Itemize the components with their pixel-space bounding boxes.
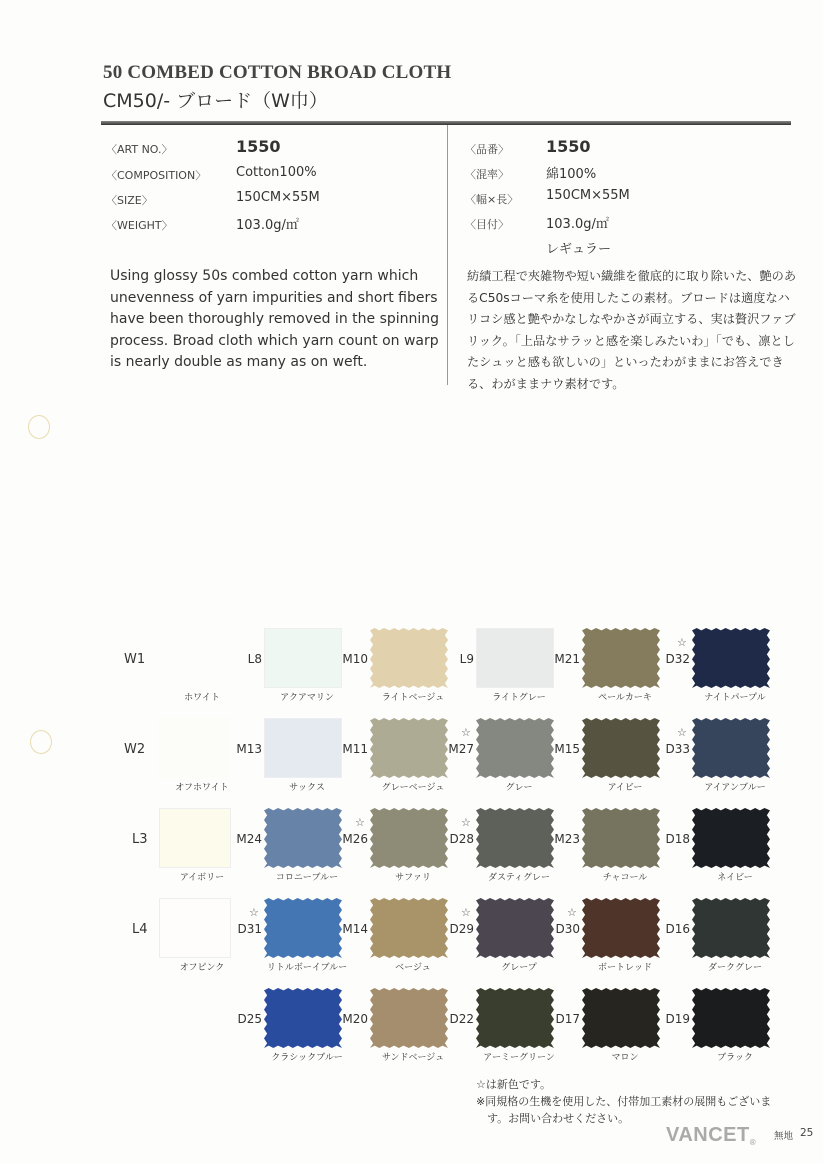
spec-value-haba-naga: 150CM×55M (546, 188, 630, 203)
swatch-code: W2 (124, 742, 146, 757)
footnote-inquiry: す。お問い合わせください。 (476, 1112, 630, 1125)
spec-label-composition: 〈COMPOSITION〉 (106, 169, 207, 182)
swatch-name: コロニーブルー (275, 873, 339, 883)
registered-mark: ® (749, 1138, 757, 1147)
swatch-name: アーミーグリーン (483, 1053, 555, 1063)
spec-label-weight: 〈WEIGHT〉 (106, 219, 173, 232)
swatch-code: L4 (132, 922, 148, 937)
footnote-processing: ※同規格の生機を使用した、付帯加工素材の展開もございま (476, 1095, 772, 1108)
brand-name: VANCET (666, 1124, 750, 1146)
new-color-star-icon: ☆ (461, 726, 471, 739)
swatch-code: M27 (448, 742, 474, 756)
new-color-star-icon: ☆ (567, 906, 577, 919)
new-color-star-icon: ☆ (355, 816, 365, 829)
swatch-code: D32 (665, 652, 690, 666)
description-english: Using glossy 50s combed cotton yarn which unevenness of yarn impurities and short fibers have been thoroughly removed in the spinning process. Broad cloth which yarn count on warp is nearly double as many as on weft. (110, 268, 440, 370)
swatch-name: グレー (505, 783, 533, 793)
swatch-name: サックス (289, 783, 325, 793)
swatch-code: M21 (554, 652, 580, 666)
swatch-name: オフピンク (179, 963, 225, 973)
spec-value-regular: レギュラー (546, 242, 612, 257)
swatch-code: D30 (555, 922, 580, 936)
swatch-name: オフホワイト (175, 783, 229, 793)
swatch-d16 (692, 898, 770, 958)
swatch-code: M23 (554, 832, 580, 846)
swatch-code: D28 (449, 832, 474, 846)
footnote-new-color: ☆は新色です。 (476, 1078, 551, 1091)
swatch-code: M10 (342, 652, 368, 666)
spec-value-art-no: 1550 (236, 137, 281, 156)
swatch-name: ナイトパープル (704, 693, 766, 703)
swatch-code: D19 (665, 1012, 690, 1026)
swatch-l4 (159, 898, 231, 958)
swatch-name: ベージュ (395, 963, 431, 973)
swatch-name: ダークグレー (707, 963, 762, 973)
swatch-name: リトルボーイブルー (266, 963, 348, 973)
swatch-code: L3 (132, 832, 148, 847)
swatch-code: M11 (342, 742, 368, 756)
swatch-code: D17 (555, 1012, 580, 1026)
swatch-m23 (582, 808, 660, 868)
swatch-name: ペールカーキ (598, 693, 652, 703)
swatch-code: D33 (665, 742, 690, 756)
swatch-name: ブラック (717, 1053, 753, 1063)
swatch-name: アイビー (607, 783, 643, 793)
swatch-name: ボートレッド (598, 963, 652, 973)
swatch-name: グレーベージュ (381, 783, 445, 793)
new-color-star-icon: ☆ (677, 636, 687, 649)
title-english: 50 COMBED COTTON BROAD CLOTH (103, 62, 452, 83)
swatch-name: グレープ (501, 963, 537, 973)
swatch-code: D22 (449, 1012, 474, 1026)
swatch-name: ダスティグレー (487, 873, 551, 883)
binder-hole-icon (30, 730, 52, 754)
spec-value-composition: Cotton100% (236, 165, 317, 180)
swatch-code: L9 (459, 652, 474, 666)
spec-label-size: 〈SIZE〉 (106, 194, 153, 207)
swatch-code: W1 (124, 652, 146, 667)
swatch-m21 (582, 628, 660, 688)
swatch-m15 (582, 718, 660, 778)
page-number: 25 (800, 1127, 814, 1139)
swatch-code: D31 (237, 922, 262, 936)
swatch-w2 (159, 718, 231, 778)
swatch-name: サンドベージュ (381, 1053, 445, 1063)
swatch-name: アイボリー (179, 873, 225, 883)
binder-hole-icon (28, 415, 50, 439)
description-japanese: 紡績工程で夾雑物や短い繊維を徹底的に取り除いた、艶のあるC50sコーマ糸を使用したこの素材。ブロードは適度なハリコシ感と艶やかなしなやかさが両立する、実は贅沢ファブリック。「上品なサラッと感を楽しみたいわ」「でも、凛としたシュッと感も欲しいの」といったわがままにお答えできる、わがままナウ素材です。 (467, 269, 797, 391)
brand-logo (666, 1124, 756, 1147)
swatch-name: ホワイト (184, 693, 220, 703)
swatch-code: M14 (342, 922, 368, 936)
new-color-star-icon: ☆ (461, 906, 471, 919)
swatch-code: M20 (342, 1012, 368, 1026)
spec-label-haba-naga: 〈幅×長〉 (465, 193, 519, 206)
swatch-name: アイアンブルー (704, 783, 766, 793)
swatch-code: D29 (449, 922, 474, 936)
swatch-name: ネイビー (717, 873, 753, 883)
spec-label-art-no: 〈ART NO.〉 (106, 143, 173, 156)
swatch-name: アクアマリン (280, 693, 334, 703)
spec-value-weight: 103.0g/㎡ (236, 218, 299, 233)
spec-value-konritsu: 綿100% (546, 167, 597, 182)
spec-value-size: 150CM×55M (236, 190, 320, 205)
column-divider (447, 125, 448, 385)
spec-value-metsuke: 103.0g/㎡ (546, 217, 609, 232)
swatch-d18 (692, 808, 770, 868)
swatch-code: D16 (665, 922, 690, 936)
swatch-name: クラシックブルー (271, 1053, 343, 1063)
swatch-name: マロン (611, 1053, 639, 1063)
swatch-d19 (692, 988, 770, 1048)
new-color-star-icon: ☆ (249, 906, 259, 919)
swatch-code: M24 (236, 832, 262, 846)
swatch-w1 (159, 628, 231, 688)
swatch-d30 (582, 898, 660, 958)
swatch-code: M15 (554, 742, 580, 756)
swatch-name: チャコール (602, 873, 648, 883)
new-color-star-icon: ☆ (677, 726, 687, 739)
swatch-name: サファリ (395, 873, 431, 883)
swatch-code: M13 (236, 742, 262, 756)
swatch-l3 (159, 808, 231, 868)
swatch-code: D25 (237, 1012, 262, 1026)
spec-value-hinban: 1550 (546, 137, 591, 156)
swatch-code: M26 (342, 832, 368, 846)
spec-label-hinban: 〈品番〉 (465, 143, 509, 156)
spec-label-konritsu: 〈混率〉 (465, 168, 509, 181)
section-label: 無地 (774, 1131, 794, 1142)
swatch-d32 (692, 628, 770, 688)
spec-label-metsuke: 〈目付〉 (465, 218, 509, 231)
title-japanese: CM50/- ブロード（W巾） (103, 90, 328, 112)
swatch-d17 (582, 988, 660, 1048)
swatch-name: ライトグレー (492, 693, 546, 703)
swatch-code: L8 (247, 652, 262, 666)
swatch-d33 (692, 718, 770, 778)
header-rule (101, 121, 791, 125)
swatch-code: D18 (665, 832, 690, 846)
swatch-name: ライトベージュ (381, 693, 445, 703)
new-color-star-icon: ☆ (461, 816, 471, 829)
